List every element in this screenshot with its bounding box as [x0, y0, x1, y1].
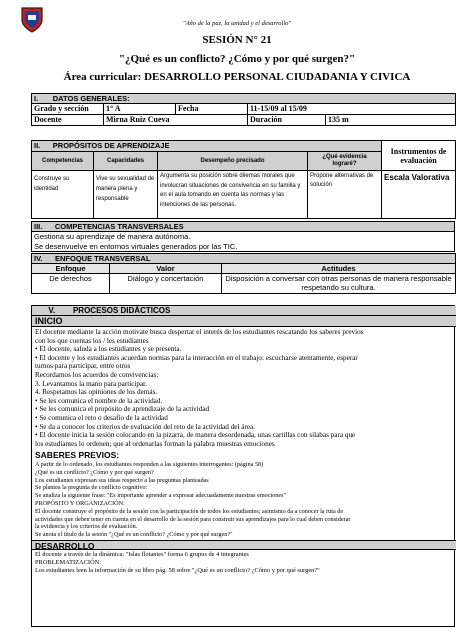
text-line: • Se les comunica el propósito de aprendizaje de la actividad [35, 405, 210, 414]
teacher-value: Mirna Ruiz Cueva [104, 115, 248, 126]
text-line: 3. Levantamos la mano para participar. [35, 379, 147, 388]
section-title: DATOS GENERALES: [52, 94, 130, 103]
text-line: Los estudiantes expresan sus ideas respecto a las preguntas planteadas [35, 476, 209, 484]
text-line: PROPÓSITO Y ORGANIZACIÓN: [35, 500, 125, 507]
text-line: Se plantea la pregunta de conflicto cognitivo: [35, 484, 148, 492]
performance-cell: Argumenta su posición sobre dilemas morales que involucran situaciones de convivencia en su familia y en el aula tomando en cuenta las normas y las intenciones de las personas. [158, 171, 308, 219]
section-number: II. [34, 141, 41, 150]
purposes-header [32, 141, 382, 152]
text-line: Los estudiantes leen la información de su libro pág. 58 sobre "¿Qué es un conflicto? ¿Cómo y por qué surgen?" [35, 567, 320, 574]
inicio-heading: INICIO [32, 316, 456, 327]
transversal-line-2: Se desenvuelve en entornos virtuales generados por las TIC. [32, 242, 455, 252]
text-line: El docente mediante la acción motivate busca despertar el interés de los estudiantes rescatando los saberes previos [35, 328, 364, 336]
text-line: turnos para participar, entre otros [35, 362, 131, 371]
didactic-processes-section [31, 305, 455, 627]
transversal-line-1: Gestiona su aprendizaje de manera autónoma. [32, 232, 455, 242]
text-line: • Se les comunica el nombre de la actividad. [35, 396, 163, 405]
section-number: I. [34, 94, 39, 103]
text-line: Recordamos los acuerdos de convivencias: [35, 371, 159, 379]
section-title: COMPETENCIAS TRANSVERSALES [54, 222, 184, 231]
text-line: • El docente y los estudiantes acuerdan normas para la interacción en el trabajo: escucharse atentamente, esperar [35, 353, 358, 362]
text-line: • El docente, saluda a los estudiantes y se presenta. [35, 345, 182, 354]
performance-header: Desempeño precisado [158, 152, 308, 171]
text-line: • Se da a conocer los criterios de evaluación del reto de la actividad del área. [35, 422, 256, 431]
evidence-cell: Propone alternativas de solución [308, 171, 382, 219]
general-data-table [31, 93, 456, 126]
transversal-approach-table [31, 253, 456, 294]
text-line: actividades que deben tener en cuenta en el desarrollo de la sesión para construir sus aprendizajes para lo cual deben considerar [35, 515, 351, 523]
capacity-cell: Vive su sexualidad de manera plena y responsable [94, 171, 158, 219]
processes-header [32, 306, 456, 316]
duration-label: Duración [248, 115, 326, 126]
text-line: los estudiantes lo ordenen; que al ordenarlas forman la palabra muestras emociones [35, 439, 275, 448]
attitudes-col-header: Actitudes [222, 264, 456, 274]
approach-value: De derechos [32, 274, 110, 294]
desarrollo-heading: DESARROLLO [32, 540, 456, 550]
text-line: A partir de lo ordenado, los estudiantes responden a las siguientes interrogantes: (página 58) [35, 461, 264, 468]
text-line: El docente a través de la dinámica: "Islas flotantes" forma 6 grupos de 4 integrantes [35, 551, 249, 558]
section-title: ENFOQUE TRANSVERSAL [55, 254, 151, 263]
text-line: la evidencia y los criterios de evaluación. [35, 523, 138, 531]
date-value: 11-15/09 al 15/09 [248, 104, 456, 115]
capacities-header: Capacidades [94, 152, 158, 171]
text-line: con los que cuentas los / les estudiantes [35, 336, 149, 345]
general-data-header [32, 94, 456, 104]
section-number: V. [48, 306, 56, 315]
evidence-header: ¿Qué evidencia lograré? [308, 152, 382, 171]
curricular-area: Área curricular: DESARROLLO PERSONAL CIUDADANIA Y CIVICA [63, 71, 411, 83]
date-label: Fecha [176, 104, 248, 115]
section-number: IV. [34, 254, 43, 263]
competency-cell: Construye su identidad [32, 171, 94, 219]
transversal-competencies-table [31, 221, 455, 252]
value-value: Diálogo y concertación [110, 274, 222, 294]
saberes-heading: SABERES PREVIOS: [35, 450, 120, 460]
attitudes-value: Disposición a conversar con otras personas de manera responsable respetando su cultura. [222, 274, 456, 294]
session-question: "¿Qué es un conflicto? ¿Cómo y por qué surgen?" [118, 53, 356, 65]
text-line: El docente construye el propósito de la sesión con la participación de todos los estudiantes; asimismo da a conocer la ruta de [35, 507, 344, 515]
transversal-header [32, 222, 455, 232]
text-line: Se anota el título de la sesión "¿Qué es un conflicto? ¿Cómo y por qué surgen?" [35, 531, 233, 539]
section-title: PROPÓSITOS DE APRENDIZAJE [52, 141, 170, 150]
text-line: ¿Qué es un conflicto? ¿Cómo y por qué surgen? [35, 468, 154, 476]
grade-label: Grado y sección [32, 104, 104, 115]
teacher-label: Docente [32, 115, 104, 126]
duration-value: 135 m [326, 115, 456, 126]
instruments-header: Instrumentos de evaluación [382, 141, 456, 171]
text-line: PROBLEMATIZACIÓN: [35, 559, 102, 566]
year-motto: "Año de la paz, la unidad y el desarrollo" [182, 20, 292, 27]
approach-col-header: Enfoque [32, 264, 110, 274]
grade-value: 1° A [104, 104, 176, 115]
text-line: Se analiza la siguiente frase: "Es importante aprender a expresar adecuadamente nuestras emociones" [35, 492, 287, 500]
instrument-cell: Escala Valorativa [382, 171, 456, 219]
purposes-table [31, 140, 456, 219]
section-number: III. [34, 222, 43, 231]
text-line: • Se comunica el reto o desafío de la actividad [35, 414, 168, 422]
text-line: 4. Respetamos las opiniones de los demás. [35, 388, 158, 397]
text-line: • El docente inicia la sesión colocando en la pizarra, de manera desordenada, unas cartillas con silabas para que [35, 431, 356, 440]
value-col-header: Valor [110, 264, 222, 274]
approach-header [32, 254, 456, 264]
session-title: SESIÓN N° 21 [202, 34, 272, 46]
competencies-header: Competencias [32, 152, 94, 171]
section-title: PROCESOS DIDÁCTICOS [72, 306, 171, 315]
